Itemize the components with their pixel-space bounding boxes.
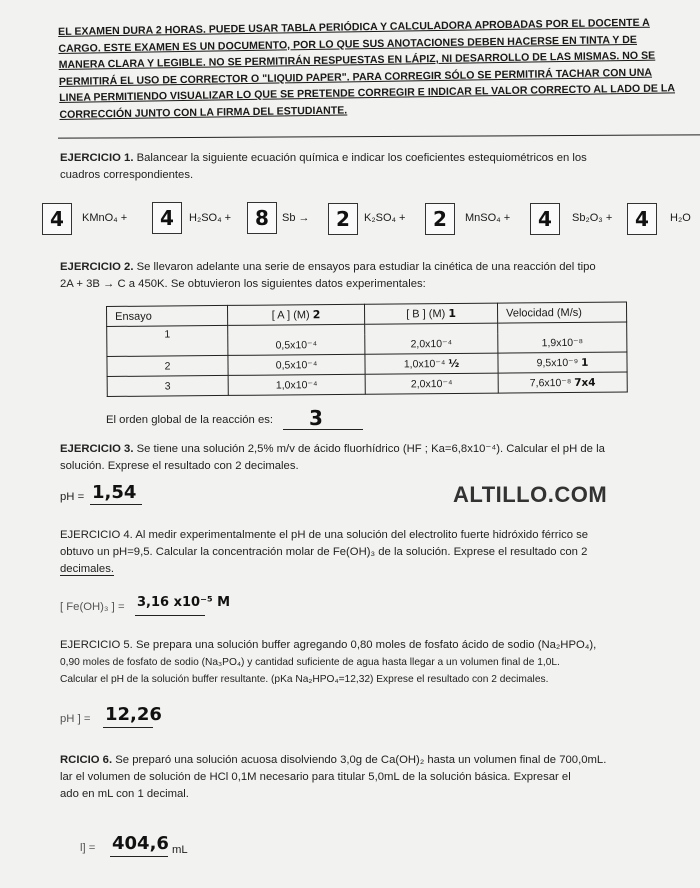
ph-answer: 1,54 [92, 482, 137, 503]
hand-note-row2-b: ½ [448, 357, 460, 370]
exercise-6-text-2: lar el volumen de solución de HCl 0,1M necesario para titular 5,0mL de la solución básica. Expresar el [60, 771, 571, 783]
hand-note-row2-v: 1 [581, 356, 589, 369]
buffer-ph-answer-label: pH ] = [60, 713, 91, 725]
instructions-line-2: CARGO. ESTE EXAMEN ES UN DOCUMENTO, POR LO QUE SUS ANOTACIONES DEBEN HACERSE EN TINTA Y DE [58, 33, 638, 55]
instructions-line-1: EL EXAMEN DURA 2 HORAS. PUEDE USAR TABLA PERIÓDICA Y CALCULADORA APROBADAS POR EL DOCENTE A [58, 16, 650, 38]
exercise-3-text: Se tiene una solución 2,5% m/v de ácido fluorhídrico (HF ; Ka=6,8x10⁻⁴). Calcular el pH de la [133, 443, 605, 455]
exercise-1-text-2: cuadros correspondientes. [60, 169, 194, 181]
exercise-3-label: EJERCICIO 3. [60, 443, 134, 455]
exercise-6-statement [60, 752, 700, 803]
reaction-order-label: El orden global de la reacción es: [106, 414, 274, 426]
exercise-1-text: Balancear la siguiente ecuación química e indicar los coeficientes estequiométricos en los [133, 152, 587, 164]
ph-answer-label: pH = [60, 491, 85, 503]
species-kmno4: KMnO₄ + [82, 212, 128, 224]
exercise-6-text-3: ado en mL con 1 decimal. [60, 788, 189, 800]
hcl-volume-unit: mL [172, 844, 188, 856]
exercise-5-text: Se prepara una solución buffer agregando 0,80 moles de fosfato ácido de sodio (Na₂HPO₄), [132, 639, 597, 651]
row-3-b: 2,0x10⁻⁴ [365, 373, 498, 394]
exercise-5-label: EJERCICIO 5. [60, 639, 133, 651]
exercise-3-text-2: solución. Exprese el resultado con 2 decimales. [60, 460, 299, 472]
reaction-order-field[interactable] [283, 406, 363, 430]
row-1-ensayo: 1 [107, 325, 228, 356]
exercise-1-statement [60, 150, 660, 184]
header-ensayo: Ensayo [107, 305, 228, 326]
fe-oh3-answer: 3,16 x10⁻⁵ M [137, 595, 231, 610]
row-2-v: 9,5x10⁻⁹ 1 [498, 352, 627, 373]
exercise-4-label: EJERCICIO 4. [60, 529, 133, 541]
species-mnso4: MnSO₄ + [465, 212, 511, 224]
species-k2so4: K₂SO₄ + [364, 212, 406, 224]
exercise-2-text-2: 2A + 3B → C a 450K. Se obtuvieron los siguientes datos experimentales: [60, 278, 426, 290]
coefficient-box-h2so4[interactable]: 4 [152, 202, 182, 234]
exercise-2-label: EJERCICIO 2. [60, 261, 134, 273]
exercise-4-text: Al medir experimentalmente el pH de una solución del electrolito fuerte hidróxido férrico se [132, 529, 589, 541]
coefficient-box-k2so4[interactable]: 2 [328, 203, 358, 235]
species-sb: Sb → [282, 212, 310, 224]
row-3-v: 7,6x10⁻⁸ 7x4 [498, 372, 627, 393]
row-1-a: 0,5x10⁻⁴ [228, 335, 365, 356]
row-1-b: 2,0x10⁻⁴ [365, 334, 498, 355]
coefficient-box-kmno4[interactable]: 4 [42, 203, 72, 235]
coefficient-box-sb[interactable]: 8 [247, 202, 277, 234]
row-2-a: 0,5x10⁻⁴ [228, 354, 365, 375]
ph-answer-field[interactable] [90, 482, 142, 505]
header-velocidad: Velocidad (M/s) [497, 302, 626, 323]
species-h2so4: H₂SO₄ + [189, 212, 232, 224]
hand-note-row3-v: 7x4 [574, 376, 596, 389]
hand-note-a-head: 2 [312, 308, 321, 322]
exercise-5-text-2: 0,90 moles de fosfato de sodio (Na₃PO₄) y cantidad suficiente de agua hasta llegar a un volumen final de 1,0L. [60, 657, 560, 668]
row-2-b: 1,0x10⁻⁴ ½ [365, 353, 498, 374]
exercise-3-statement [60, 441, 670, 475]
coefficient-box-sb2o3[interactable]: 4 [530, 203, 560, 235]
coefficient-box-h2o[interactable]: 4 [627, 203, 657, 235]
exam-instructions [58, 14, 684, 123]
instructions-line-3: MANERA CLARA Y LEGIBLE. NO SE PERMITIRÁN RESPUESTAS EN LÁPIZ, NI DESARROLLO DE LAS MISMAS. NO SE [58, 49, 656, 71]
header-a: [ A ] (M) 2 [227, 304, 364, 325]
species-h2o: H₂O [670, 212, 691, 224]
kinetics-table [106, 301, 628, 397]
hand-note-b-head: 1 [448, 306, 457, 321]
fe-oh3-answer-label: [ Fe(OH)₃ ] = [60, 601, 125, 613]
row-2-ensayo: 2 [107, 355, 228, 376]
exercise-4-statement [60, 527, 680, 578]
chemical-equation [42, 192, 700, 242]
exercise-2-statement [60, 259, 660, 293]
exercise-4-text-2: obtuvo un pH=9,5. Calcular la concentración molar de Fe(OH)₃ de la solución. Exprese el resultado con 2 [60, 546, 588, 558]
buffer-ph-answer: 12,26 [105, 704, 162, 725]
instructions-line-4: PERMITIRÁ EL USO DE CORRECTOR O "LIQUID PAPER". PARA CORREGIR SÓLO SE PERMITIRÁ TACHAR CON UNA [58, 66, 653, 88]
species-sb2o3: Sb₂O₃ + [572, 212, 613, 224]
buffer-ph-answer-field[interactable] [103, 704, 162, 728]
header-b: [ B ] (M) 1 [364, 303, 497, 324]
instructions-line-6: CORRECCIÓN JUNTO CON LA FIRMA DEL ESTUDIANTE. [59, 103, 348, 121]
row-1-v: 1,9x10⁻⁸ [498, 332, 627, 353]
exercise-5-statement [60, 637, 690, 688]
instructions-line-5: LINEA PERMITIENDO VISUALIZAR LO QUE SE PRETENDE CORREGIR E INDICAR EL VALOR CORRECTO AL LADO DE LA [59, 82, 676, 104]
exercise-4-text-3: decimales. [60, 563, 114, 575]
coefficient-box-mnso4[interactable]: 2 [425, 203, 455, 235]
table-row [107, 372, 627, 397]
header-divider [58, 134, 700, 138]
exercise-6-label: RCICIO 6. [60, 754, 113, 766]
reaction-order-answer: 3 [309, 406, 323, 430]
hcl-volume-answer: 404,6 [112, 833, 169, 854]
exercise-1-label: EJERCICIO 1. [60, 152, 134, 164]
fe-oh3-answer-field[interactable] [135, 595, 231, 616]
exercise-2-text: Se llevaron adelante una serie de ensayos para estudiar la cinética de una reacción del tipo [133, 261, 596, 273]
row-3-a: 1,0x10⁻⁴ [228, 374, 365, 395]
kinetics-table-wrapper [106, 306, 627, 397]
row-3-ensayo: 3 [107, 375, 228, 396]
exercise-5-text-3: Calcular el pH de la solución buffer resultante. (pKa Na₂HPO₄=12,32) Exprese el resultado con 2 decimales. [60, 674, 549, 685]
watermark: ALTILLO.COM [453, 482, 608, 507]
hcl-volume-answer-label: l] = [80, 842, 96, 854]
hcl-volume-answer-field[interactable] [110, 833, 169, 857]
exercise-6-text: Se preparó una solución acuosa disolviendo 3,0g de Ca(OH)₂ hasta un volumen final de 700,0mL. [112, 754, 607, 766]
